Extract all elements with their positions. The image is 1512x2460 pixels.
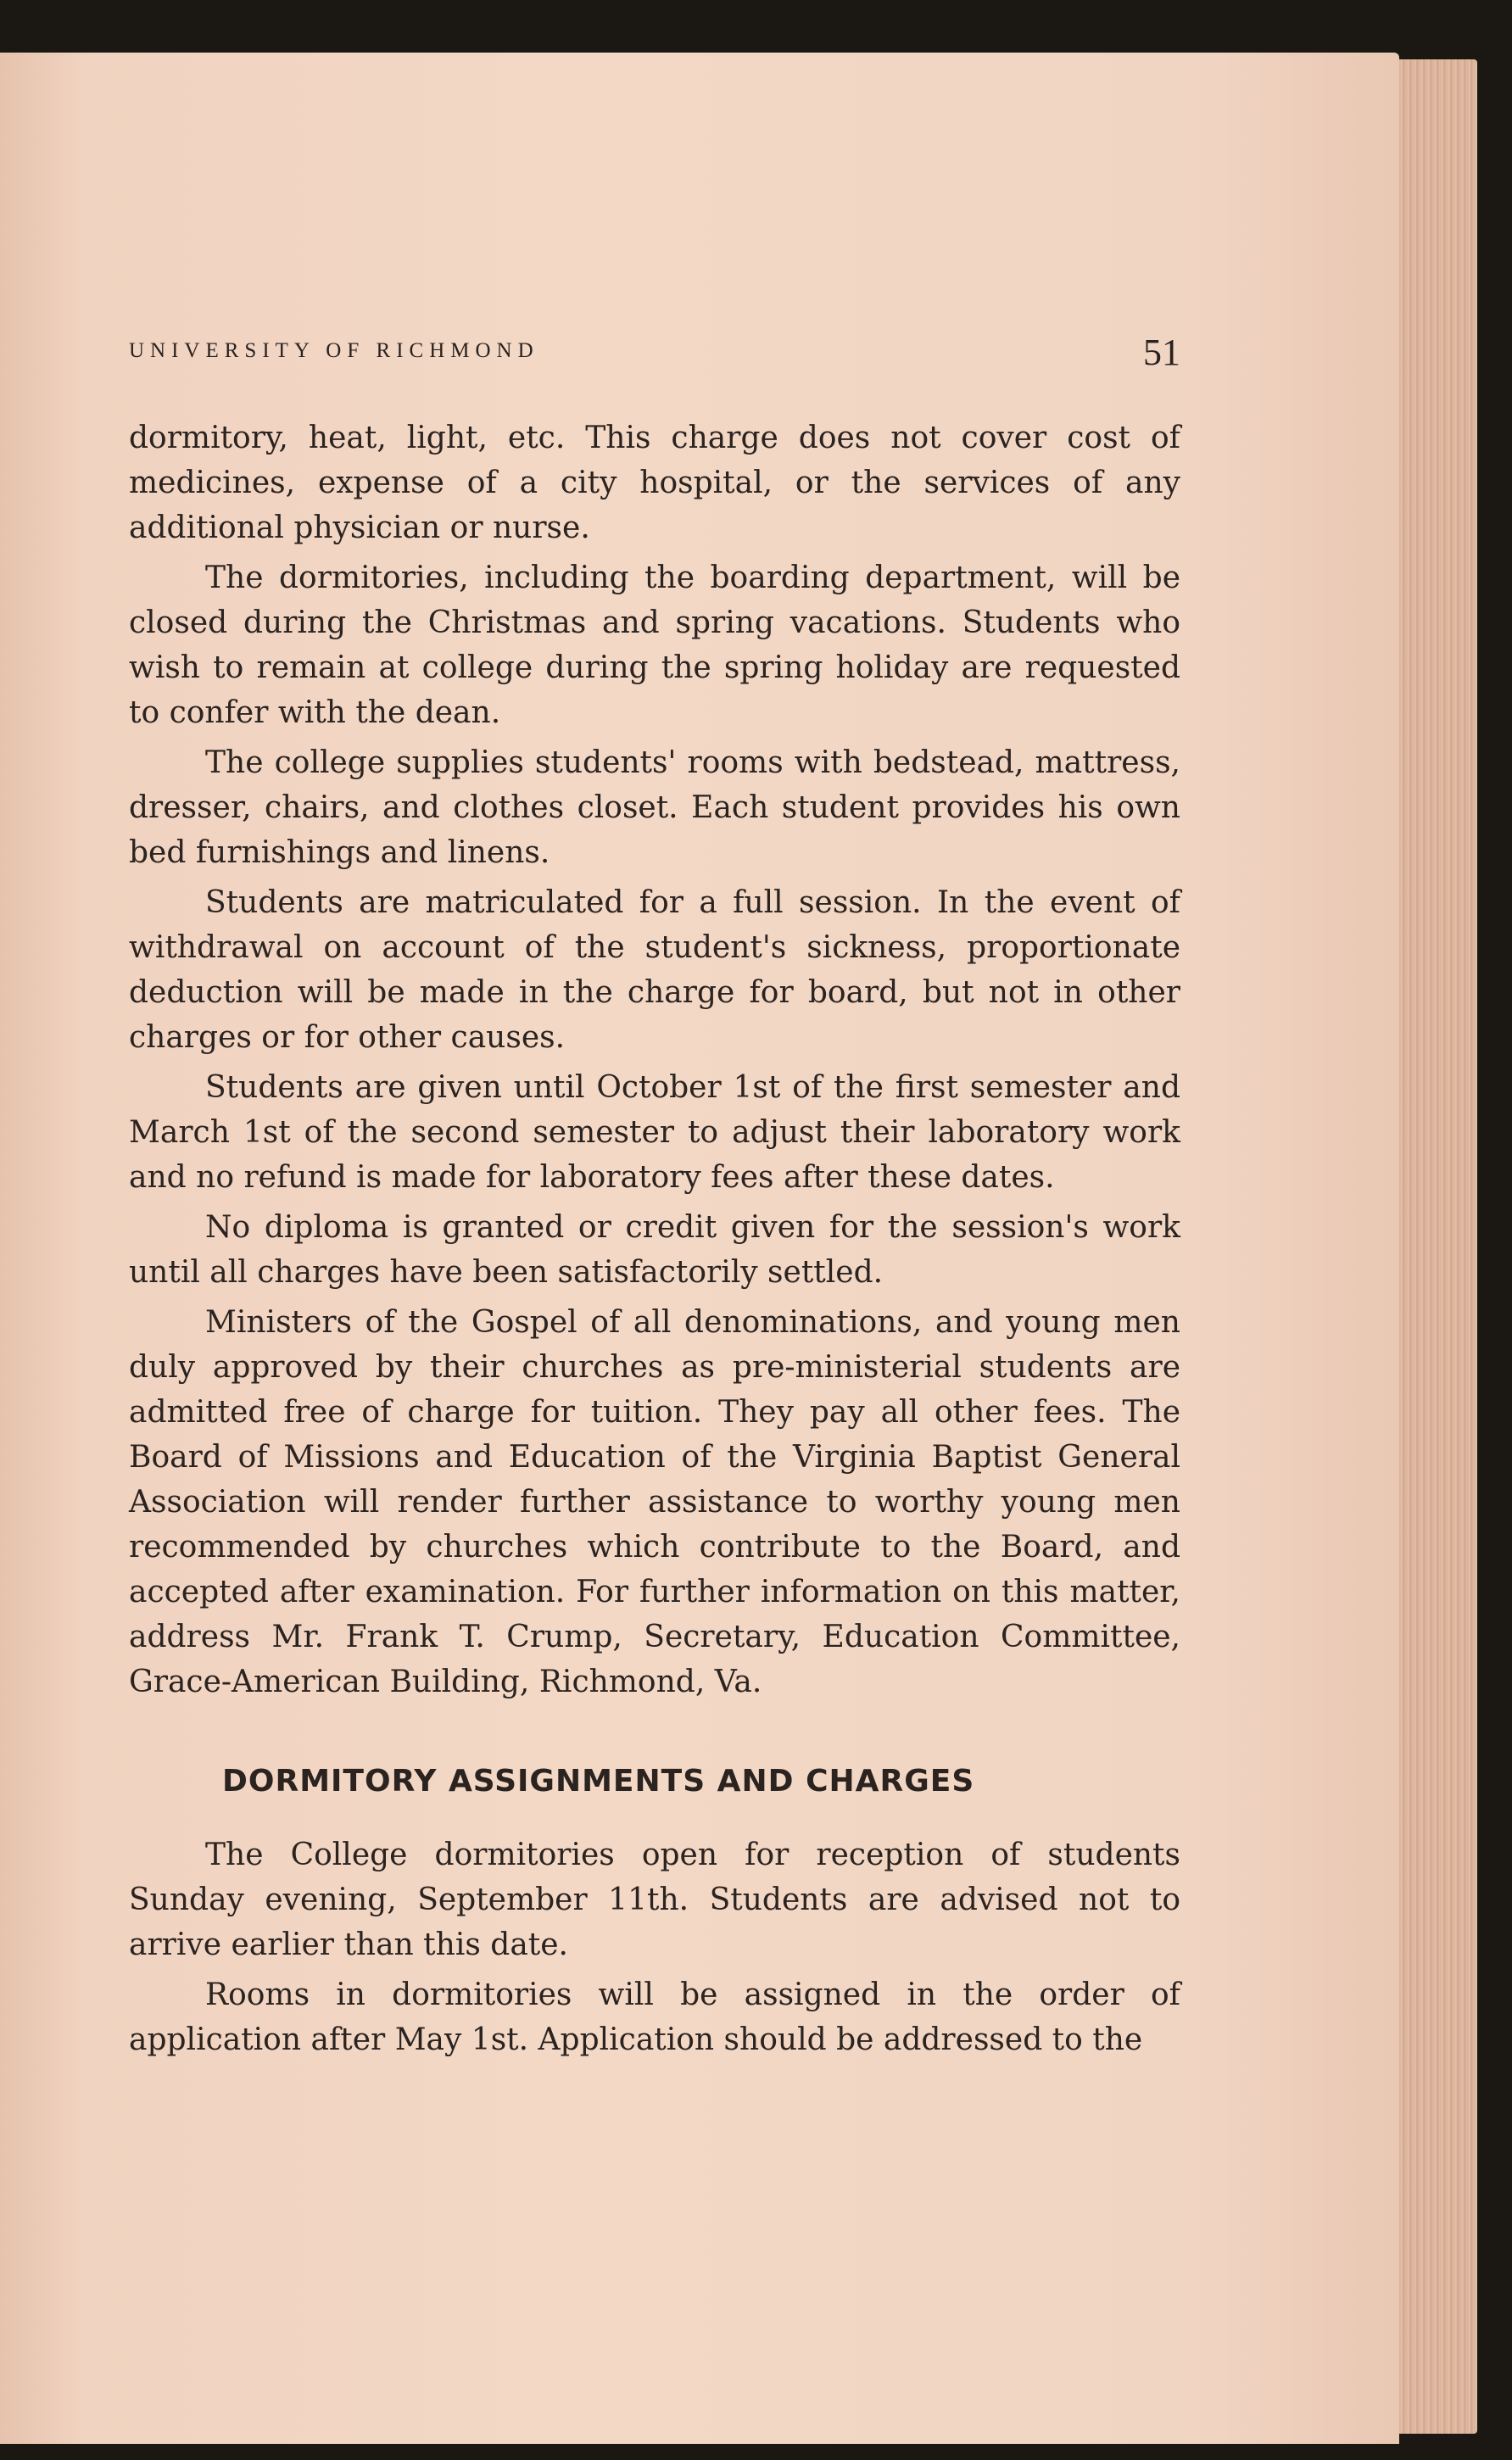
paragraph-room-furnishings: The college supplies students' rooms with bedstead, mattress, dresser, chairs, and clothes closet. Each student provides his own bed furnishings and linens. (129, 745, 1180, 870)
paragraph-ministers: Ministers of the Gospel of all denominations, and young men duly approved by their churches as pre-ministerial students are admitted free of charge for tuition. They pay all other fees. The Board of Missions and Education of the Virginia Baptist General Association will render further assistance to worthy young men recommended by churches which contribute to the Board, and accepted after examination. For further information on this matter, address Mr. Frank T. Crump, Secretary, Education Committee, Grace-American Building, Richmond, Va. (129, 1305, 1180, 1699)
page-body (129, 416, 1180, 2062)
paragraph-dormitory-closing: The dormitories, including the boarding department, will be closed during the Christmas and spring vacations. Students who wish to remain at college during the spring holiday are requested to confer with the dean. (129, 561, 1180, 730)
page-header (129, 331, 1180, 382)
paragraph-room-assignment: Rooms in dormitories will be assigned in the order of application after May 1st. Application should be addressed to the (129, 1977, 1180, 2057)
book-page (0, 53, 1399, 2444)
section-heading: DORMITORY ASSIGNMENTS AND CHARGES (222, 1764, 975, 1799)
paragraph-diploma: No diploma is granted or credit given for the session's work until all charges have been satisfactorily settled. (129, 1210, 1180, 1290)
paragraph-laboratory-refund: Students are given until October 1st of the first semester and March 1st of the second semester to adjust their laboratory work and no refund is made for laboratory fees after these dates. (129, 1070, 1180, 1195)
paragraph-continued: dormitory, heat, light, etc. This charge does not cover cost of medicines, expense of a city hospital, or the services of any additional physician or nurse. (129, 421, 1180, 545)
page-edges (1399, 59, 1477, 2434)
paragraph-dormitories-open: The College dormitories open for reception of students Sunday evening, September 11th. Students are advised not to arrive earlier than this date. (129, 1838, 1180, 1962)
running-head: UNIVERSITY OF RICHMOND (129, 339, 539, 362)
page-number: 51 (1143, 332, 1180, 373)
paragraph-matriculation: Students are matriculated for a full session. In the event of withdrawal on account of the student's sickness, proportionate deduction will be made in the charge for board, but not in other charges or for other causes. (129, 885, 1180, 1055)
